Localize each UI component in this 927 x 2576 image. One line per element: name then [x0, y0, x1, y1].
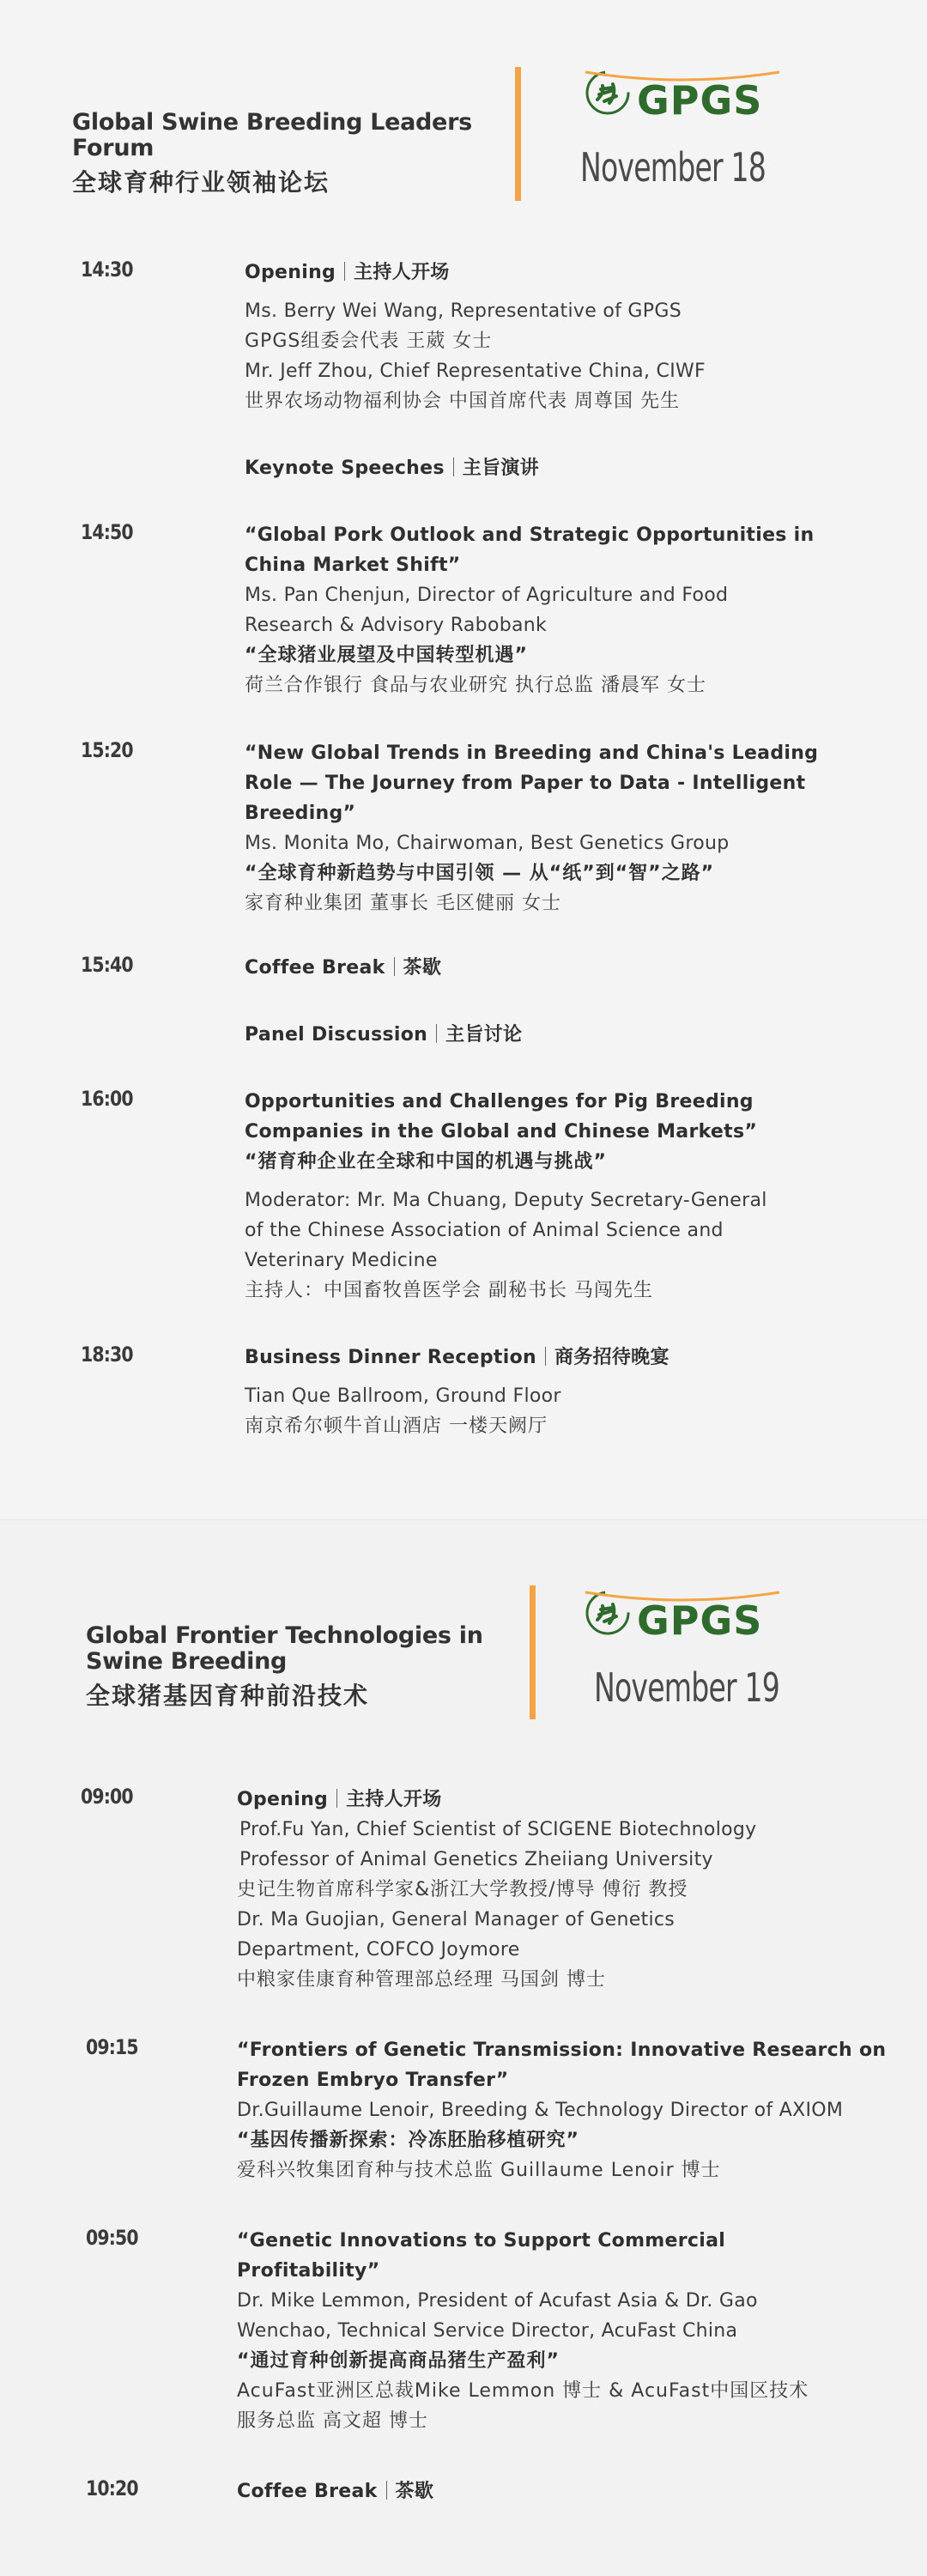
agenda-time: 09:00	[81, 1785, 133, 1809]
agenda-content	[237, 1785, 906, 1995]
speaker-line: Dr. Ma Guojian, General Manager of Genetics	[237, 1909, 676, 1930]
speaker-line: of the Chinese Association of Animal Science and	[245, 1220, 724, 1241]
day2-header	[0, 1582, 927, 1728]
heading-zh: 茶歇	[403, 957, 442, 979]
heading-en: Business Dinner Reception	[245, 1347, 536, 1368]
speaker-line: 爱科兴牧集团育种与技术总监 Guillaume Lenoir 博士	[237, 2160, 721, 2181]
agenda-heading	[245, 258, 914, 288]
agenda-time: 10:20	[86, 2476, 138, 2500]
heading-en: Coffee Break	[237, 2481, 378, 2502]
heading-separator	[336, 1789, 337, 1808]
heading-en: Coffee Break	[245, 957, 385, 979]
agenda-heading	[245, 1020, 914, 1050]
heading-zh: 茶歇	[395, 2481, 434, 2502]
agenda-content	[245, 453, 914, 483]
agenda-content	[245, 953, 914, 983]
agenda-heading	[237, 2476, 906, 2506]
heading-zh: 主旨演讲	[462, 458, 539, 479]
agenda-content	[245, 520, 914, 700]
speaker-line: 史记生物首席科学家&浙江大学教授/博导 傅衍 教授	[237, 1879, 688, 1900]
agenda-time: 15:20	[81, 738, 133, 762]
talk-title: Profitability”	[237, 2260, 380, 2282]
agenda-content	[237, 2035, 906, 2185]
talk-title: Companies in the Global and Chinese Markets”	[245, 1121, 758, 1143]
agenda-time: 09:50	[86, 2226, 138, 2250]
speaker-line: Professor of Animal Genetics Zheiiang University	[239, 1849, 713, 1870]
speaker-line: 服务总监 高文超 博士	[237, 2410, 428, 2432]
talk-title: Role — The Journey from Paper to Data - Intelligent	[245, 773, 806, 794]
speaker-line: Moderator: Mr. Ma Chuang, Deputy Secretary-General	[245, 1190, 767, 1211]
day2-date: November 19	[594, 1664, 780, 1711]
speaker-line: Dr. Mike Lemmon, President of Acufast Asia & Dr. Gao	[237, 2290, 758, 2312]
logo-swoosh-icon	[584, 69, 781, 86]
talk-title: “Frontiers of Genetic Transmission: Innovative Research on	[237, 2040, 887, 2061]
day1-logo-text: GPGS	[637, 77, 763, 124]
heading-separator	[453, 458, 454, 476]
speaker-line: Ms. Pan Chenjun, Director of Agriculture and Food	[245, 585, 729, 606]
agenda-content	[245, 1087, 914, 1306]
talk-title: “New Global Trends in Breeding and China's Leading	[245, 742, 819, 764]
talk-title-zh: “全球育种新趋势与中国引领 — 从“纸”到“智”之路”	[245, 863, 715, 884]
talk-title-zh: “通过育种创新提高商品猪生产盈利”	[237, 2350, 560, 2372]
day2-logo-text: GPGS	[637, 1597, 763, 1644]
agenda-content	[245, 738, 914, 918]
agenda-time: 09:15	[86, 2035, 138, 2059]
talk-title: Opportunities and Challenges for Pig Breeding	[245, 1091, 754, 1112]
day1-date: November 18	[580, 144, 766, 191]
speaker-line: Department, COFCO Joymore	[237, 1939, 520, 1961]
day1-header	[0, 62, 927, 208]
agenda-heading	[237, 1785, 906, 1815]
day2-accent-divider	[530, 1585, 536, 1719]
heading-separator	[386, 2481, 387, 2500]
heading-separator	[394, 957, 395, 976]
agenda-content	[237, 2226, 906, 2436]
talk-title-zh: “全球猪业展望及中国转型机遇”	[245, 645, 528, 666]
agenda-heading	[245, 453, 914, 483]
agenda-content	[245, 258, 914, 416]
logo-swoosh-icon	[584, 1589, 781, 1606]
day2-forum-title	[86, 1623, 489, 1709]
heading-en: Keynote Speeches	[245, 458, 445, 479]
day2-section	[0, 1519, 927, 2576]
venue-line: 南京希尔顿牛首山酒店 一楼天阙厅	[245, 1415, 548, 1437]
heading-en: Panel Discussion	[245, 1024, 428, 1046]
heading-zh: 主旨讨论	[445, 1024, 523, 1046]
venue-line: Tian Que Ballroom, Ground Floor	[245, 1385, 561, 1407]
day1-title-en: Global Swine Breeding Leaders Forum	[72, 109, 472, 161]
day2-title-zh: 全球猪基因育种前沿技术	[86, 1682, 370, 1710]
agenda-time: 14:50	[81, 520, 133, 544]
day1-title-zh: 全球育种行业领袖论坛	[72, 168, 330, 197]
agenda-time: 14:30	[81, 258, 133, 282]
speaker-line: 中粮家佳康育种管理部总经理 马国剑 博士	[237, 1969, 606, 1991]
speaker-line: 主持人：中国畜牧兽医学会 副秘书长 马闯先生	[245, 1280, 653, 1301]
agenda-content	[237, 2476, 906, 2506]
agenda-time: 15:40	[81, 953, 133, 977]
speaker-line: Prof.Fu Yan, Chief Scientist of SCIGENE Biotechnology	[239, 1819, 757, 1840]
speaker-line: Mr. Jeff Zhou, Chief Representative China, CIWF	[245, 361, 706, 382]
day2-gpgs-logo	[584, 1589, 781, 1666]
speaker-line: Research & Advisory Rabobank	[245, 615, 548, 636]
talk-title: “Global Pork Outlook and Strategic Opportunities in	[245, 524, 815, 546]
heading-separator	[344, 262, 345, 281]
speaker-line: Ms. Monita Mo, Chairwoman, Best Genetics Group	[245, 833, 730, 854]
talk-title: “Genetic Innovations to Support Commercial	[237, 2230, 726, 2252]
talk-title: China Market Shift”	[245, 555, 461, 576]
heading-separator	[545, 1347, 546, 1366]
heading-en: Opening	[245, 262, 336, 283]
speaker-line: 荷兰合作银行 食品与农业研究 执行总监 潘晨军 女士	[245, 675, 706, 696]
talk-title: Frozen Embryo Transfer”	[237, 2070, 509, 2091]
talk-title-zh: “猪育种企业在全球和中国的机遇与挑战”	[245, 1151, 607, 1173]
speaker-line: Wenchao, Technical Service Director, AcuFast China	[237, 2320, 738, 2342]
day1-forum-title	[72, 110, 476, 196]
agenda-heading	[245, 953, 914, 983]
heading-en: Opening	[237, 1789, 329, 1810]
talk-title-zh: “基因传播新探索：冷冻胚胎移植研究”	[237, 2130, 579, 2151]
agenda-time: 18:30	[81, 1343, 133, 1367]
speaker-line: Veterinary Medicine	[245, 1250, 438, 1271]
speaker-line: Dr.Guillaume Lenoir, Breeding & Technology Director of AXIOM	[237, 2100, 844, 2121]
heading-zh: 主持人开场	[354, 262, 450, 283]
day1-gpgs-logo	[584, 69, 781, 146]
heading-zh: 商务招待晚宴	[554, 1347, 670, 1368]
agenda-time: 16:00	[81, 1087, 133, 1111]
day2-title-en: Global Frontier Technologies in Swine Breeding	[86, 1622, 483, 1675]
agenda-content	[245, 1343, 914, 1441]
heading-separator	[436, 1024, 437, 1043]
heading-zh: 主持人开场	[346, 1789, 442, 1810]
speaker-line: AcuFast亚洲区总裁Mike Lemmon 博士 & AcuFast中国区技术	[237, 2380, 809, 2402]
speaker-line: GPGS组委会代表 王葳 女士	[245, 330, 493, 352]
agenda-content	[245, 1020, 914, 1050]
day1-accent-divider	[515, 67, 521, 201]
talk-title: Breeding”	[245, 803, 356, 824]
speaker-line: Ms. Berry Wei Wang, Representative of GPGS	[245, 300, 682, 322]
speaker-line: 世界农场动物福利协会 中国首席代表 周尊国 先生	[245, 391, 680, 412]
agenda-heading	[245, 1343, 914, 1373]
speaker-line: 家育种业集团 董事长 毛区健丽 女士	[245, 893, 561, 914]
